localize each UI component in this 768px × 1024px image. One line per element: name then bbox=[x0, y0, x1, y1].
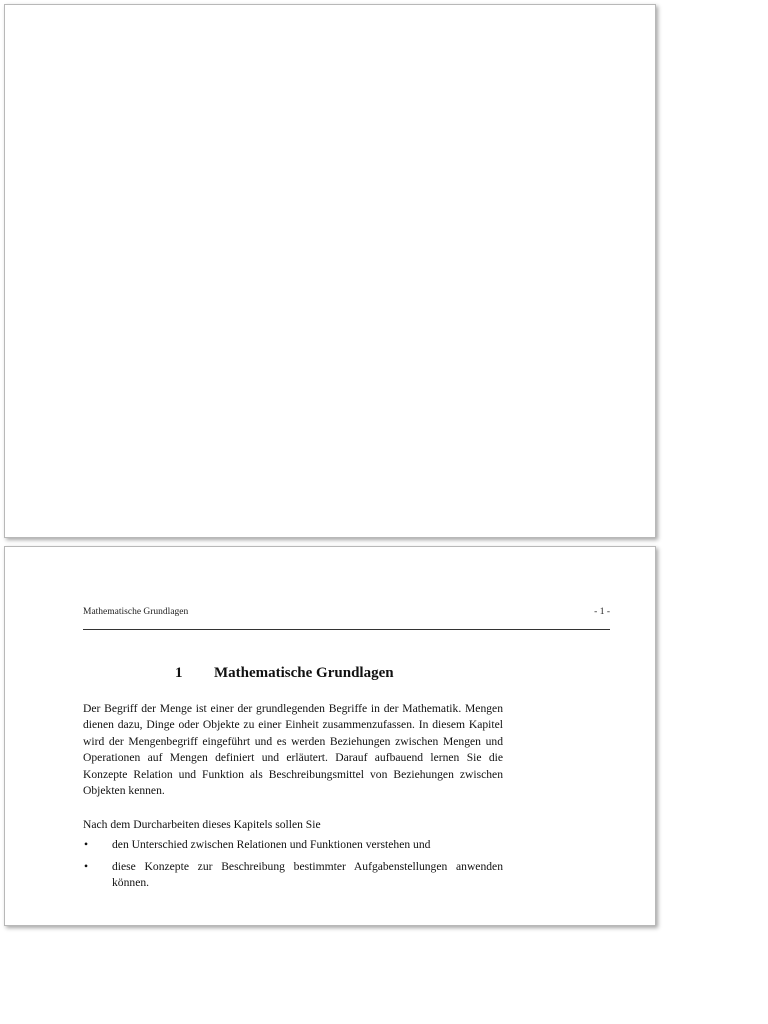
blank-page bbox=[4, 4, 656, 538]
running-header-title: Mathematische Grundlagen bbox=[83, 607, 189, 617]
chapter-number: 1 bbox=[175, 665, 183, 681]
list-item bbox=[83, 837, 503, 853]
running-header bbox=[83, 607, 610, 630]
bullet-icon: • bbox=[84, 838, 89, 851]
objectives-list bbox=[83, 837, 503, 897]
list-item-text: diese Konzepte zur Beschreibung bestimmter Aufgabenstellungen anwenden können. bbox=[112, 860, 503, 889]
intro-paragraph: Der Begriff der Menge ist einer der grundlegenden Begriffe in der Mathematik. Mengen dienen dazu, Dinge oder Objekte zu einer Einheit zusammenzufassen. In diesem Kapitel wird der Mengenbegriff eingeführt und es werden Beziehungen zwischen Mengen und Operationen auf Mengen definiert und erläutert. Darauf aufbauend lernen Sie die Konzepte Relation und Funktion als Beschreibungsmittel von Beziehungen zwischen Objekten kennen. bbox=[83, 702, 503, 798]
lead-sentence: Nach dem Durcharbeiten dieses Kapitels sollen Sie bbox=[83, 818, 321, 831]
bullet-icon: • bbox=[84, 860, 89, 873]
list-item-text: den Unterschied zwischen Relationen und Funktionen verstehen und bbox=[112, 838, 431, 851]
document-page bbox=[4, 546, 656, 926]
page-number: - 1 - bbox=[594, 607, 610, 617]
list-item bbox=[83, 859, 503, 891]
chapter-title: Mathematische Grundlagen bbox=[214, 665, 394, 681]
